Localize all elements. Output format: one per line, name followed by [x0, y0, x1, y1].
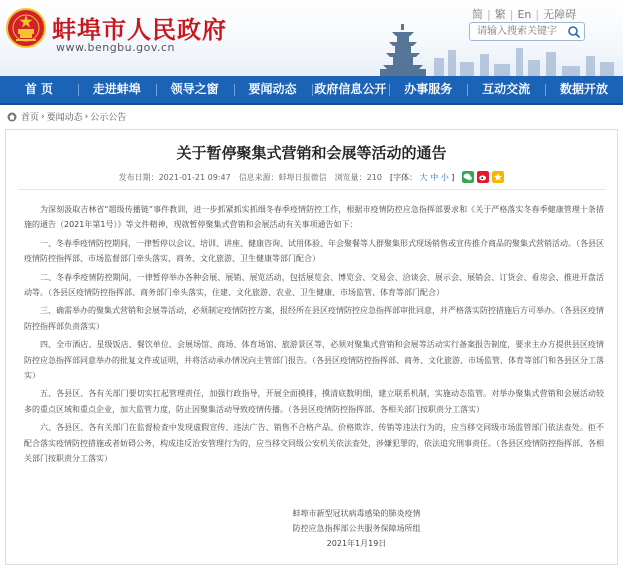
meta-divider — [18, 189, 606, 190]
simplified-chinese-link[interactable]: 简 — [472, 8, 483, 21]
weibo-share-icon[interactable] — [477, 171, 489, 183]
font-size-large[interactable]: 大 — [419, 172, 428, 182]
font-size-medium[interactable]: 中 — [430, 172, 439, 182]
article-paragraph: 一、冬春季疫情防控期间，一律暂停以会议、培训、讲座、健康咨询、试用体验、年会聚餐等人群聚集形式现场销售或宣传推介商品的聚集式营销活动。（各县区疫情防控指挥部、市场监督部门牵头落实，商务、文化旅游、卫生健康等部门配合） — [24, 238, 604, 264]
font-size-close: ] — [451, 172, 455, 182]
wechat-share-icon[interactable] — [462, 171, 474, 183]
search-icon[interactable] — [567, 25, 581, 39]
site-title[interactable]: 蚌埠市人民政府 — [52, 15, 227, 44]
article-container — [5, 129, 618, 565]
article-paragraph: 五、各县区、各有关部门要切实扛起管理责任，加强行政指导，开展全面摸排，摸清底数明细，建立联系机制，实施动态监管。对举办聚集式营销和会展活动较多的重点区域和重点企业，加大监管力度，防止因聚集活动导致疫情传播。（各县区疫情防控指挥部、各相关部门按职责分工落实） — [24, 389, 604, 414]
accessibility-link[interactable]: 无障碍 — [543, 8, 577, 21]
top-links — [472, 6, 576, 22]
nav-item-services[interactable]: 办事服务 — [389, 76, 467, 103]
site-header — [0, 0, 623, 76]
font-size-control — [390, 172, 454, 183]
nav-item-open-data[interactable]: 数据开放 — [545, 76, 623, 103]
traditional-chinese-link[interactable]: 繁 — [494, 8, 506, 21]
signature-date: 2021年1月19日 — [326, 539, 387, 548]
divider: | — [535, 7, 540, 21]
city-skyline-illustration — [430, 44, 623, 76]
article-paragraph: 为深刻汲取吉林省“超级传播链”事件教训，进一步抓紧抓实抓细冬春季疫情防控工作，根据市疫情防控应急指挥部要求和《关于严格落实冬春季健康管理十条措施的通告（2021年第1号）》等文件精神，现就暂停聚集式营销和会展活动有关事项通告如下： — [24, 205, 604, 230]
article-paragraph: 二、冬春季疫情防控期间，一律暂停举办各种会展、展销、展览活动，包括展览会、博览会、交易会、洽谈会、展示会、展销会、订货会、看房会、推进开盘活动等。（各县区疫情防控指挥部、商务部门牵头落实，住建、文化旅游、农业、卫生健康、市场监管、体育等部门配合） — [24, 272, 604, 298]
main-nav — [0, 76, 623, 105]
search-input[interactable] — [470, 23, 566, 40]
signature-line-1: 蚌埠市新型冠状病毒感染的肺炎疫情 — [292, 509, 421, 518]
breadcrumb-news[interactable]: 要闻动态 — [46, 113, 83, 123]
breadcrumb-separator: › — [41, 111, 45, 122]
site-url: www.bengbu.gov.cn — [56, 41, 176, 54]
share-buttons — [462, 171, 504, 183]
nav-item-leaders[interactable]: 领导之窗 — [156, 76, 234, 103]
font-size-label: [字体： — [389, 172, 418, 182]
home-icon — [7, 112, 17, 122]
qzone-share-icon[interactable] — [492, 171, 504, 183]
font-size-small[interactable]: 小 — [440, 172, 449, 182]
publish-date: 发布日期：2021-01-21 09:47 — [118, 172, 231, 182]
article-paragraph: 四、全市酒店、星级饭店、餐饮单位、会展场馆、商场、体育场馆、旅游景区等，必须对聚集式营销和会展等活动实行备案报告制度，要求主办方提供县区疫情防控应急指挥部同意举办的批复文件或证明，并将活动承办情况向主管部门报告。（各县区疫情防控指挥部、商务、文化旅游、市场监管、体育等部门和各县区分工落实） — [24, 340, 604, 381]
breadcrumb-home[interactable]: 首页 — [21, 113, 40, 123]
article-title: 关于暂停聚集式营销和会展等活动的通告 — [176, 144, 447, 162]
view-count: 浏览量：210 — [334, 172, 382, 182]
article-signature — [6, 506, 617, 551]
article-paragraph: 六、各县区、各有关部门在监督检查中发现虚假宣传、违法广告、销售不合格产品、价格欺诈、传销等违法行为的，应当移交同级市场监管部门依法查处。拒不配合落实疫情防控措施或者妨碍公务，构成违反治安管理行为的，应当移交同级公安机关依法查处，涉嫌犯罪的，依法追究刑事责任。（各县区疫情防控指挥部、各相关部门按职责分工落实） — [24, 423, 604, 464]
nav-item-interaction[interactable]: 互动交流 — [467, 76, 545, 103]
pagoda-illustration — [372, 22, 434, 76]
national-emblem-icon[interactable] — [6, 8, 46, 48]
nav-item-home[interactable]: 首 页 — [24, 82, 54, 96]
divider: | — [487, 7, 491, 21]
article-meta — [6, 171, 617, 183]
nav-item-about-bengbu[interactable]: 走进蚌埠 — [78, 76, 156, 103]
breadcrumb — [7, 110, 126, 123]
nav-item-news[interactable]: 要闻动态 — [234, 76, 312, 103]
english-link[interactable]: En — [517, 7, 532, 21]
info-source: 信息来源：蚌埠日报微信 — [238, 172, 327, 182]
article-paragraph: 三、确需举办的聚集式营销和会展等活动，必须制定疫情防控方案，报经所在县区疫情防控应急指挥部审批同意，并严格落实防控措施后方可举办。（各县区疫情防控指挥部负责落实） — [24, 306, 604, 331]
breadcrumb-notices[interactable]: 公示公告 — [90, 113, 127, 123]
article-body — [24, 202, 604, 470]
nav-item-gov-info[interactable]: 政府信息公开 — [312, 76, 390, 103]
divider: | — [509, 7, 514, 21]
signature-line-2: 防控应急指挥部公共服务保障场所组 — [292, 524, 421, 533]
search-box — [469, 22, 585, 41]
breadcrumb-separator: › — [84, 111, 89, 122]
